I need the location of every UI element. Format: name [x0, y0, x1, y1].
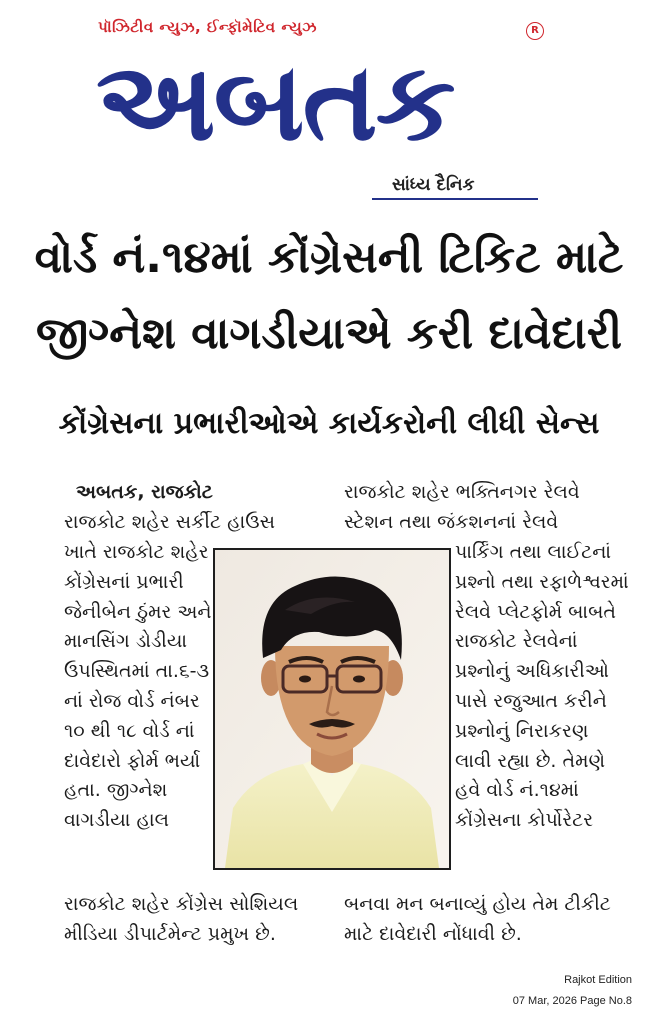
article-line: માનસિંગ ડોડીયા [64, 630, 188, 653]
article-line: રાજકોટ શહેર સર્કીટ હાઉસ [64, 510, 275, 533]
column-2-wrap [455, 538, 635, 836]
article-line: નાં રોજ વોર્ડ નંબર [64, 689, 200, 712]
edition-label: Rajkot Edition [564, 974, 632, 986]
article-line: પ્રશ્નોનું નિરાકરણ [455, 719, 589, 742]
headline-line-2: જીગ્નેશ વાગડીયાએ કરી દાવેદારી [35, 308, 623, 359]
article-line: પ્રશ્નોનું અધિકારીઓ [455, 660, 609, 683]
masthead-rule [372, 198, 538, 200]
subheadline: કોંગ્રેસના પ્રભારીઓએ કાર્યકરોની લીધી સેન્સ [58, 406, 600, 441]
article-line: પ્રશ્નો તથા રફાળેશ્વરમાં [455, 570, 629, 593]
article-line: રેલવે પ્લેટફોર્મ બાબતે [455, 600, 616, 623]
portrait-photo [213, 548, 451, 870]
column-2-bottom [344, 890, 611, 950]
masthead-subtitle: સાંધ્ય દૈનિક [392, 175, 475, 195]
registered-mark: R [526, 22, 544, 40]
article-line: લાવી રહ્યા છે. તેમણે [455, 749, 606, 772]
article-line: પાર્કિંગ તથા લાઈટનાં [455, 541, 612, 563]
article-line: જેનીબેન ઠુંમર અને [64, 600, 212, 623]
article-line: કોંગ્રેસના કોર્પોરેટર [455, 809, 594, 832]
article-line: વાગડીયા હાલ [64, 809, 170, 832]
article-line: માટે દાવેદારી નોંધાવી છે. [344, 922, 522, 945]
column-1-top [64, 478, 275, 538]
article-line: હતા. જીગ્નેશ [64, 779, 168, 802]
masthead-tagline: પૉઝિટીવ ન્યુઝ, ઈન્ફૉમેટિવ ન્યુઝ [98, 18, 317, 36]
headline-line-1: વોર્ડ નં.૧૪માં કોંગ્રેસની ટિકિટ માટે [34, 232, 624, 283]
column-1-wrap [64, 538, 214, 836]
dateline: અબતક, રાજકોટ [76, 481, 213, 503]
column-2-top [344, 478, 580, 538]
article-line: રાજકોટ રેલવેનાં [455, 630, 578, 653]
column-1-bottom [64, 890, 298, 950]
article-line: સ્ટેશન તથા જંકશનનાં રેલવે [344, 510, 559, 533]
article-line: મીડિયા ડીપાર્ટમેન્ટ પ્રમુખ છે. [64, 922, 276, 945]
article-line: રાજકોટ શહેર ભક્તિનગર રેલવે [344, 481, 580, 503]
article-line: પાસે રજુઆત કરીને [455, 689, 607, 712]
date-page-label: 07 Mar, 2026 Page No.8 [512, 995, 632, 1007]
article-line: દાવેદારો ફોર્મ ભર્યા [64, 749, 201, 772]
article-line: ખાતે રાજકોટ શહેર [64, 541, 209, 563]
article-line: ૧૦ થી ૧૮ વોર્ડ નાં [64, 719, 195, 742]
article-line: કોંગ્રેસનાં પ્રભારી [64, 570, 184, 593]
edition-info [513, 970, 632, 1012]
article-line: હવે વોર્ડ નં.૧૪માં [455, 779, 579, 802]
article-line: ઉપસ્થિતમાં તા.૬-૩ [64, 660, 210, 683]
portrait-illustration [215, 550, 449, 868]
article-line: રાજકોટ શહેર કોંગ્રેસ સોશિયલ [64, 893, 299, 915]
masthead-logo: અબતક [96, 40, 454, 165]
article-line: બનવા મન બનાવ્યું હોય તેમ ટીકીટ [344, 893, 611, 915]
